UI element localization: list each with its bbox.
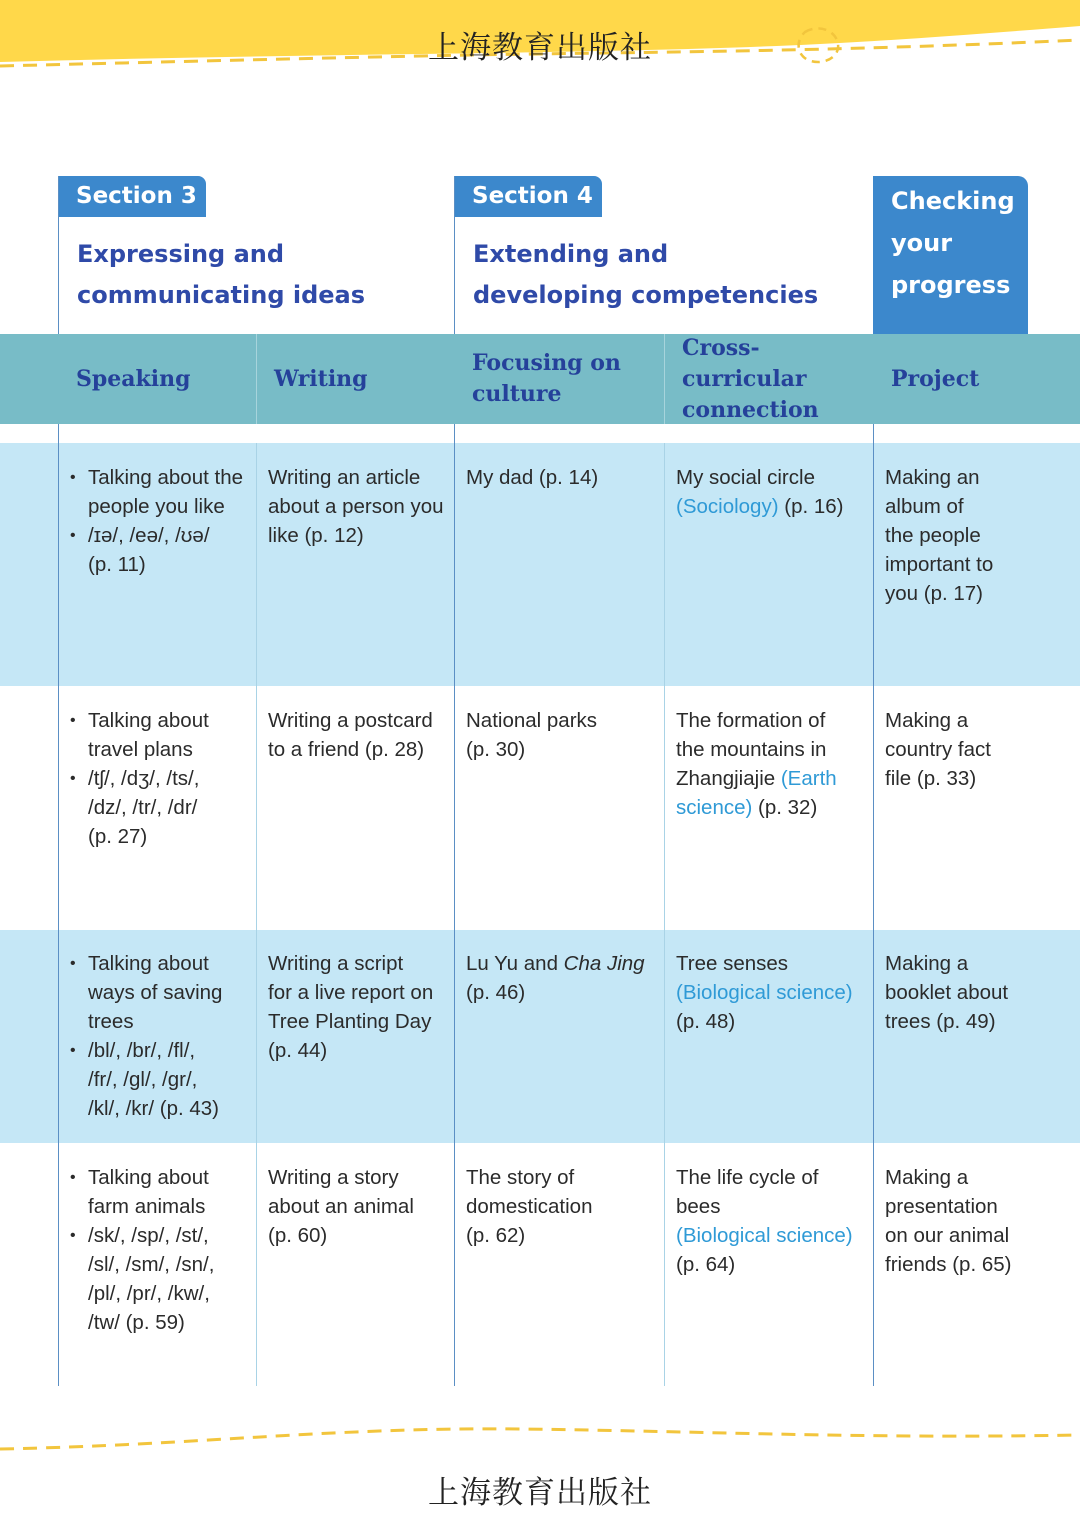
header-cross-curricular (664, 334, 873, 424)
header-divider (664, 334, 665, 424)
header-writing: Writing (274, 365, 368, 392)
section-3-subtitle-line: communicating ideas (77, 281, 366, 309)
row-4-cross: The life cycle of bees (Biological science) (p. 64) (676, 1163, 868, 1279)
checking-line: your (891, 229, 953, 257)
publisher-name-top: 上海教育出版社 (428, 30, 652, 66)
row-4-culture: The story of domestication (p. 62) (466, 1166, 593, 1247)
list-item: • Talking about travel plans (70, 706, 250, 764)
section-4-border (454, 176, 455, 334)
row-4-writing: Writing a story about an animal (p. 60) (268, 1166, 414, 1247)
row-2-cross: The formation of the mountains in Zhangjiajie (Earth science) (p. 32) (676, 709, 837, 819)
subject-label: (Earth (780, 767, 837, 790)
column-divider (664, 443, 665, 1386)
row-2-speaking (70, 706, 250, 851)
header-culture-line: culture (472, 381, 562, 407)
row-1-speaking (70, 463, 250, 579)
list-item: • Talking about ways of saving trees (70, 949, 250, 1036)
row-2-culture: National parks (p. 30) (466, 709, 598, 761)
list-item: • /ɪə/, /eə/, /ʊə/ (p. 11) (70, 521, 250, 579)
row-3-writing: Writing a script for a live report on Tree Planting Day (p. 44) (268, 952, 434, 1062)
row-1-writing: Writing an article about a person you like (p. 12) (268, 466, 444, 547)
row-1-project: Making an album of the people important to you (p. 17) (885, 466, 994, 605)
subject-label: (Biological science) (676, 981, 853, 1004)
row-3-culture: Lu Yu and Cha Jing (p. 46) (466, 952, 645, 1004)
subject-label: (Sociology) (676, 495, 779, 518)
subject-label: science) (676, 796, 753, 819)
header-speaking: Speaking (76, 365, 191, 392)
section-4-subtitle (473, 234, 818, 316)
section-3-subtitle (77, 234, 365, 316)
section-4-subtitle-line: Extending and (473, 240, 669, 268)
header-project: Project (891, 365, 980, 392)
list-item: • /bl/, /br/, /fl/, /fr/, /gl/, /gr/, /kl/, /kr/ (p. 43) (70, 1036, 250, 1123)
checking-line: Checking (891, 187, 1015, 215)
checking-progress-tab (873, 176, 1028, 334)
subject-label: (Biological science) (676, 1224, 853, 1247)
section-4-subtitle-line: developing competencies (473, 281, 819, 309)
column-divider (454, 424, 455, 1386)
row-3-cross: Tree senses (Biological science) (p. 48) (676, 949, 868, 1036)
bottom-dashed-line (0, 1415, 1080, 1455)
row-1-culture: My dad (p. 14) (466, 466, 599, 489)
column-divider (256, 443, 257, 1386)
checking-line: progress (891, 271, 1011, 299)
list-item: • Talking about farm animals (70, 1163, 250, 1221)
section-3-tab: Section 3 (58, 176, 206, 217)
header-culture (454, 334, 664, 424)
header-cross-line: Cross-curricular (682, 334, 807, 392)
list-item: • Talking about the people you like (70, 463, 250, 521)
header-divider (256, 334, 257, 424)
row-2-project: Making a country fact file (p. 33) (885, 709, 991, 790)
column-divider (873, 424, 874, 1386)
row-4-project: Making a presentation on our animal friends (p. 65) (885, 1166, 1012, 1276)
row-3-speaking (70, 949, 250, 1123)
list-item: • /sk/, /sp/, /st/, /sl/, /sm/, /sn/, /pl/, /pr/, /kw/, /tw/ (p. 59) (70, 1221, 250, 1337)
section-3-border (58, 176, 59, 334)
row-4-speaking (70, 1163, 250, 1337)
header-cross-line: connection (682, 396, 819, 423)
publisher-name-bottom: 上海教育出版社 (428, 1475, 652, 1511)
section-4-tab: Section 4 (454, 176, 602, 217)
row-3-project: Making a booklet about trees (p. 49) (885, 952, 1009, 1033)
section-3-subtitle-line: Expressing and (77, 240, 285, 268)
row-2-writing: Writing a postcard to a friend (p. 28) (268, 709, 433, 761)
column-divider (58, 424, 59, 1386)
row-1-cross: My social circle (Sociology) (p. 16) (676, 466, 844, 518)
list-item: • /tʃ/, /dʒ/, /ts/, /dz/, /tr/, /dr/ (p. 27) (70, 764, 250, 851)
header-culture-line: Focusing on (472, 350, 621, 376)
